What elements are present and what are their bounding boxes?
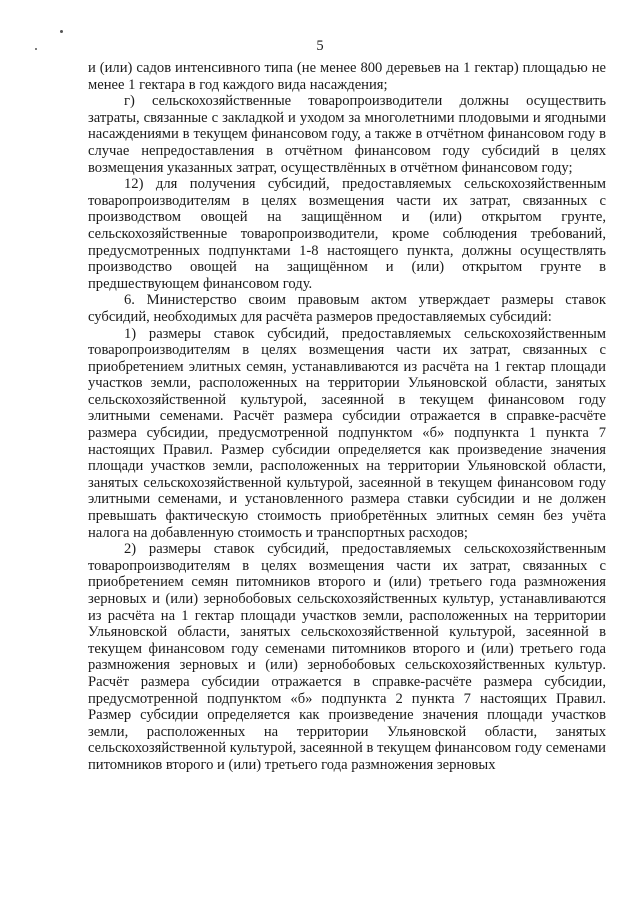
paragraph-item-12: 12) для получения субсидий, предоставляемых сельскохозяйственным товаропроизводителям в целях возмещения части их затрат, связанных с производством овощей на защищённом и (или) открытом грунте, сельскохозяйственные товаропроизводители, кроме соблюдения требований, предусмотренных подпунктами 1-8 настоящего пункта, должны осуществлять производство овощей на защищённом и (или) открытом грунте в предшествующем финансовом году. bbox=[88, 176, 606, 292]
page-number: 5 bbox=[316, 38, 324, 54]
scan-speck-1 bbox=[60, 30, 63, 33]
document-body bbox=[88, 60, 606, 774]
paragraph-subitem-g: г) сельскохозяйственные товаропроизводители должны осуществить затраты, связанные с закладкой и уходом за многолетними плодовыми и ягодными насаждениями в текущем финансовом году, а также в отчётном финансовом году в случае непредоставления в отчётном финансовом году субсидий в целях возмещения указанных затрат, осуществлённых в отчётном финансовом году; bbox=[88, 93, 606, 176]
paragraph-section-6: 6. Министерство своим правовым актом утверждает размеры ставок субсидий, необходимых для расчёта размеров предоставляемых субсидий: bbox=[88, 292, 606, 325]
paragraph-continuation: и (или) садов интенсивного типа (не менее 800 деревьев на 1 гектар) площадью не менее 1 гектара в год каждого вида насаждения; bbox=[88, 60, 606, 93]
paragraph-section-6-item-1: 1) размеры ставок субсидий, предоставляемых сельскохозяйственным товаропроизводителям в целях возмещения части их затрат, связанных с приобретением элитных семян, устанавливаются из расчёта на 1 гектар площади участков земли, расположенных на территории Ульяновской области, занятых сельскохозяйственной культурой, засеянной в текущем финансовом году элитными семенами. Расчёт размера субсидии отражается в справке-расчёте размера субсидии, предусмотренной подпунктом «б» подпункта 1 пункта 7 настоящих Правил. Размер субсидии определяется как произведение значения площади участков земли, расположенных на территории Ульяновской области, занятых сельскохозяйственной культурой, засеянной в текущем финансовом году элитными семенами, и установленного размера ставки субсидии и не должен превышать фактическую стоимость приобретённых элитных семян без учёта налога на добавленную стоимость и транспортных расходов; bbox=[88, 325, 606, 541]
paragraph-section-6-item-2: 2) размеры ставок субсидий, предоставляемых сельскохозяйственным товаропроизводителям в целях возмещения части их затрат, связанных с приобретением семян питомников второго и (или) третьего года размножения зерновых и (или) зернобобовых сельскохозяйственных культур, устанавливаются из расчёта на 1 гектар площади участков земли, расположенных на территории Ульяновской области, занятых сельскохозяйственной культурой, засеянной в текущем финансовом году семенами питомников второго и (или) третьего года размножения зерновых и (или) зернобобовых сельскохозяйственных культур. Расчёт размера субсидии отражается в справке-расчёте размера субсидии, предусмотренной подпунктом «б» подпункта 2 пункта 7 настоящих Правил. Размер субсидии определяется как произведение значения площади участков земли, расположенных на территории Ульяновской области, занятых сельскохозяйственной культурой, засеянной в текущем финансовом году семенами питомников второго и (или) третьего года размножения зерновых bbox=[88, 541, 606, 773]
